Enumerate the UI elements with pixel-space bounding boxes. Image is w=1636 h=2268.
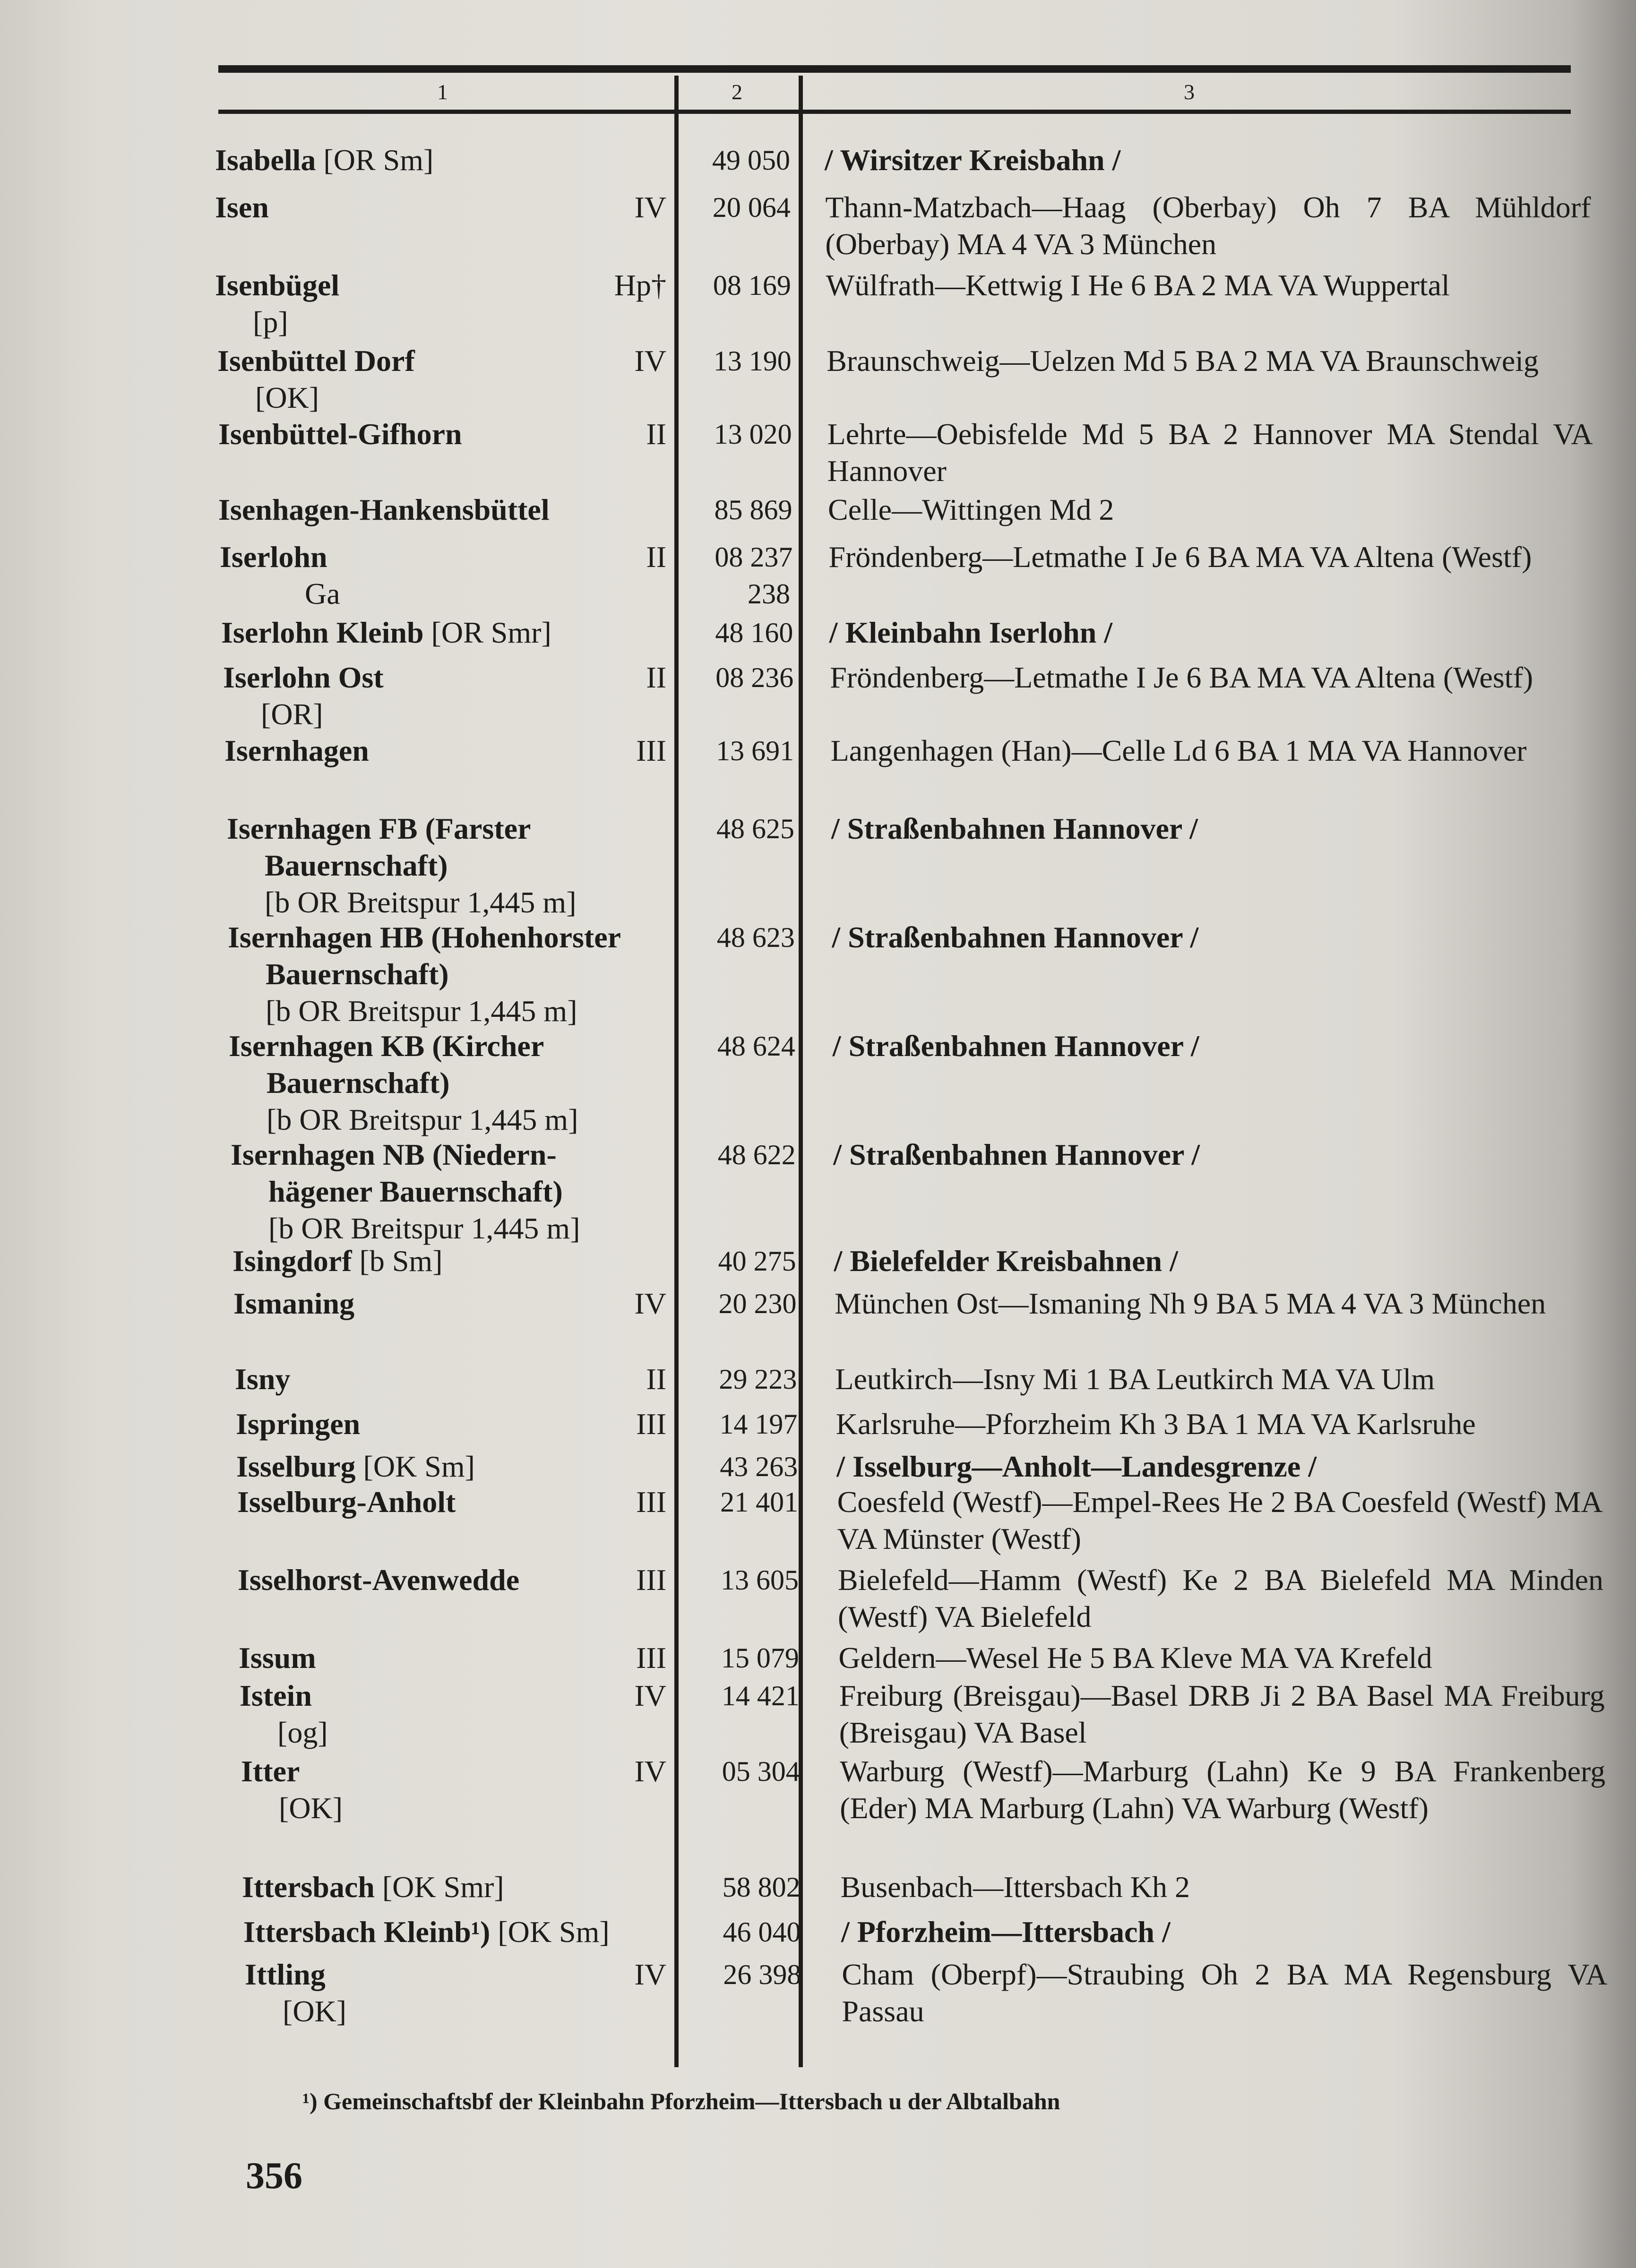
station-entry <box>217 343 415 379</box>
station-name: Isernhagen <box>224 734 369 767</box>
station-entry <box>223 659 384 696</box>
route-description: / Isselburg—Anholt—Landesgrenze / <box>836 1450 1317 1483</box>
route-description: / Straßenbahnen Hannover / <box>833 1138 1200 1171</box>
station-name: Ittersbach Kleinb¹) <box>243 1915 491 1949</box>
station-annotation: [OK] <box>283 1994 347 2028</box>
station-class: III <box>636 1485 666 1519</box>
station-class: Hp† <box>614 268 666 302</box>
column-1-header: 1 <box>437 80 448 104</box>
station-name-continued: Bauernschaft) <box>265 849 448 882</box>
station-name: Isen <box>215 190 269 224</box>
station-remark: [OK Smr] <box>374 1870 504 1904</box>
route-description: München Ost—Ismaning Nh 9 BA 5 MA 4 VA 3 München <box>835 1287 1546 1320</box>
station-name: Isselburg-Anholt <box>237 1485 456 1519</box>
station-name: Isny <box>235 1362 291 1396</box>
station-name: Isernhagen HB (Hohenhorster <box>228 920 621 954</box>
station-class: IV <box>634 190 666 224</box>
station-class: III <box>636 1641 666 1675</box>
station-number: 29 223 <box>719 1364 797 1395</box>
station-number-continued: 238 <box>748 578 790 610</box>
station-class: II <box>646 1362 666 1396</box>
station-entry <box>227 810 531 847</box>
station-remark: [OR Sm] <box>316 143 434 177</box>
route-description: Lehrte—Oebisfelde Md 5 BA 2 Hannover MA Stendal VA Hannover <box>827 417 1593 488</box>
station-entry <box>224 732 369 769</box>
station-entry <box>235 1361 290 1398</box>
station-class: IV <box>634 1287 666 1320</box>
station-class: III <box>636 1563 666 1597</box>
station-entry <box>243 1914 610 1950</box>
station-class: IV <box>634 1754 666 1788</box>
route-description: Bielefeld—Hamm (Westf) Ke 2 BA Bielefeld MA Minden (Westf) VA Bielefeld <box>838 1563 1603 1633</box>
table-top-rule <box>218 65 1571 73</box>
route-description: Wülfrath—Kettwig I He 6 BA 2 MA VA Wuppertal <box>826 268 1450 302</box>
station-name: Isernhagen NB (Niedern- <box>231 1138 557 1171</box>
station-name: Isingdorf <box>232 1244 352 1278</box>
route-description: Freiburg (Breisgau)—Basel DRB Ji 2 BA Basel MA Freiburg (Breisgau) VA Basel <box>839 1679 1605 1749</box>
station-number: 21 401 <box>720 1486 799 1518</box>
route-description: / Straßenbahnen Hannover / <box>832 1029 1199 1063</box>
route-description: Fröndenberg—Letmathe I Je 6 BA MA VA Altena (Westf) <box>828 540 1532 574</box>
station-remark: [OR Smr] <box>423 616 551 649</box>
station-entry <box>236 1448 475 1485</box>
station-name: Isenhagen-Hankensbüttel <box>218 493 550 526</box>
station-class: IV <box>634 1679 666 1712</box>
station-annotation: [b OR Breitspur 1,445 m] <box>265 885 577 919</box>
station-number: 48 622 <box>717 1139 796 1170</box>
station-number: 46 040 <box>723 1916 801 1948</box>
route-description: / Kleinbahn Iserlohn / <box>829 616 1113 649</box>
route-description: / Bielefelder Kreisbahnen / <box>834 1244 1178 1278</box>
station-name: Isernhagen FB (Farster <box>227 812 531 845</box>
station-name: Isenbüttel-Gifhorn <box>218 417 462 451</box>
route-description: Busenbach—Ittersbach Kh 2 <box>840 1870 1190 1904</box>
station-entry <box>221 614 551 651</box>
station-entry <box>215 267 339 304</box>
station-annotation: Ga <box>305 577 340 610</box>
station-class: IV <box>634 344 666 378</box>
station-number: 13 020 <box>714 419 792 450</box>
station-entry <box>242 1869 504 1906</box>
route-description: Thann-Matzbach—Haag (Oberbay) Oh 7 BA Mühldorf (Oberbay) MA 4 VA 3 München <box>825 190 1591 261</box>
station-name: Ittersbach <box>242 1870 375 1904</box>
station-entry <box>218 491 550 528</box>
station-entry <box>233 1285 354 1322</box>
route-description: / Wirsitzer Kreisbahn / <box>825 143 1121 177</box>
station-number: 48 623 <box>716 922 795 953</box>
station-entry <box>240 1677 312 1714</box>
station-annotation: [b OR Breitspur 1,445 m] <box>267 1103 578 1136</box>
station-number: 49 050 <box>712 145 790 176</box>
station-class: II <box>646 540 666 574</box>
station-name-continued: Bauernschaft) <box>266 957 449 991</box>
station-number: 14 197 <box>719 1409 798 1440</box>
station-number: 58 802 <box>722 1872 801 1903</box>
station-name: Istein <box>240 1679 312 1712</box>
route-description: / Straßenbahnen Hannover / <box>832 920 1199 954</box>
station-class: II <box>646 417 666 451</box>
route-description: Celle—Wittingen Md 2 <box>828 493 1114 526</box>
station-annotation: [p] <box>253 305 288 339</box>
station-name: Isabella <box>215 143 316 177</box>
route-description: Langenhagen (Han)—Celle Ld 6 BA 1 MA VA Hannover <box>830 734 1527 767</box>
station-remark: [OK Sm] <box>490 1915 610 1949</box>
route-description: Karlsruhe—Pforzheim Kh 3 BA 1 MA VA Karlsruhe <box>835 1407 1476 1441</box>
station-name: Iserlohn Ost <box>223 661 384 694</box>
footnote: ¹) Gemeinschaftsbf der Kleinbahn Pforzheim—Ittersbach u der Albtalbahn <box>302 2088 1060 2114</box>
station-entry <box>232 1243 443 1280</box>
route-description: Cham (Oberpf)—Straubing Oh 2 BA MA Regensburg VA Passau <box>842 1958 1608 2028</box>
station-number: 43 263 <box>720 1451 798 1482</box>
station-entry <box>239 1640 316 1676</box>
column-2-header: 2 <box>732 80 742 104</box>
station-number: 08 169 <box>713 270 791 301</box>
route-description: Leutkirch—Isny Mi 1 BA Leutkirch MA VA Ulm <box>835 1362 1435 1396</box>
station-class: II <box>646 661 666 694</box>
column-divider-1 <box>674 76 679 2067</box>
station-number: 13 691 <box>716 735 794 766</box>
station-annotation: [OK] <box>255 381 319 414</box>
station-entry <box>220 539 327 576</box>
table-header-rule <box>218 110 1571 114</box>
station-class: III <box>636 734 666 767</box>
station-number: 05 304 <box>722 1756 800 1787</box>
station-name: Isselburg <box>236 1450 356 1483</box>
station-name-continued: hägener Bauernschaft) <box>268 1175 563 1208</box>
station-number: 15 079 <box>721 1642 799 1674</box>
station-name: Ismaning <box>233 1287 355 1320</box>
station-number: 85 869 <box>714 494 792 525</box>
station-entry <box>237 1484 456 1521</box>
route-description: Braunschweig—Uelzen Md 5 BA 2 MA VA Braunschweig <box>827 344 1539 378</box>
station-remark: [OK Sm] <box>355 1450 475 1483</box>
route-description: Geldern—Wesel He 5 BA Kleve MA VA Krefeld <box>838 1641 1432 1675</box>
station-name: Iserlohn Kleinb <box>221 616 424 649</box>
station-number: 08 237 <box>715 541 793 573</box>
station-name-continued: Bauernschaft) <box>267 1066 450 1100</box>
station-name: Itter <box>241 1754 300 1788</box>
station-annotation: [b OR Breitspur 1,445 m] <box>266 994 577 1028</box>
route-description: Coesfeld (Westf)—Empel-Rees He 2 BA Coesfeld (Westf) MA VA Münster (Westf) <box>837 1485 1603 1555</box>
station-number: 13 190 <box>713 345 792 377</box>
station-entry <box>236 1406 360 1443</box>
station-entry <box>218 416 462 453</box>
station-annotation: [b OR Breitspur 1,445 m] <box>268 1211 580 1245</box>
station-number: 14 421 <box>721 1680 800 1711</box>
station-entry <box>228 919 621 956</box>
station-name: Ispringen <box>236 1407 361 1441</box>
station-class: IV <box>634 1958 666 1991</box>
station-number: 48 624 <box>717 1031 795 1062</box>
station-name: Iserlohn <box>220 540 327 574</box>
station-entry <box>238 1562 519 1598</box>
station-entry <box>231 1136 557 1173</box>
station-entry <box>215 189 269 226</box>
station-number: 13 605 <box>721 1564 799 1596</box>
station-entry <box>215 142 433 179</box>
station-name: Isselhorst-Avenwedde <box>238 1563 520 1597</box>
station-number: 48 160 <box>715 617 793 648</box>
station-number: 40 275 <box>718 1246 796 1277</box>
station-number: 20 064 <box>712 192 791 223</box>
station-annotation: [OR] <box>261 697 323 731</box>
station-number: 08 236 <box>715 662 794 693</box>
station-entry <box>241 1753 300 1790</box>
station-name: Isenbügel <box>215 268 340 302</box>
station-number: 48 625 <box>716 813 794 844</box>
station-number: 26 398 <box>723 1959 801 1990</box>
station-entry <box>229 1028 544 1065</box>
route-description: Warburg (Westf)—Marburg (Lahn) Ke 9 BA Frankenberg (Eder) MA Marburg (Lahn) VA Warburg (Westf) <box>840 1754 1606 1825</box>
column-3-header: 3 <box>1184 80 1195 104</box>
station-name: Isernhagen KB (Kircher <box>229 1029 544 1063</box>
station-name: Ittling <box>245 1958 326 1991</box>
station-name: Issum <box>239 1641 316 1675</box>
station-entry <box>245 1956 326 1993</box>
route-description: / Pforzheim—Ittersbach / <box>841 1915 1171 1949</box>
station-annotation: [og] <box>277 1716 328 1749</box>
station-class: III <box>636 1407 666 1441</box>
route-description: / Straßenbahnen Hannover / <box>831 812 1198 845</box>
route-description: Fröndenberg—Letmathe I Je 6 BA MA VA Altena (Westf) <box>830 661 1533 694</box>
station-annotation: [OK] <box>279 1791 343 1825</box>
station-name: Isenbüttel Dorf <box>217 344 415 378</box>
page-number: 356 <box>246 2155 302 2197</box>
station-remark: [b Sm] <box>352 1244 443 1278</box>
station-number: 20 230 <box>718 1288 797 1319</box>
